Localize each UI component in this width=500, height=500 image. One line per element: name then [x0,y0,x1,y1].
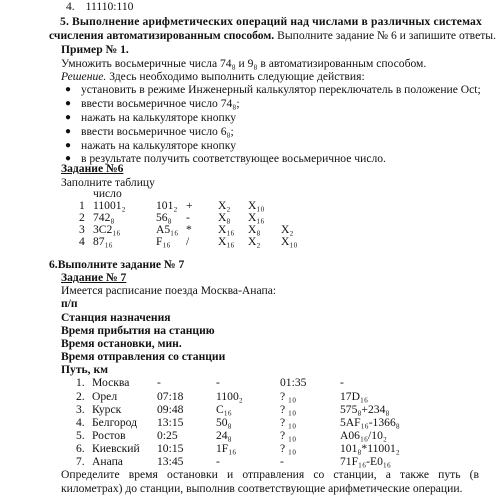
bullet-item [65,83,481,97]
example-label: Пример № 1. [61,43,129,56]
row-number: 1. [76,376,85,389]
bullet-dot-icon: ● [65,84,72,95]
distance: A06₁₆/10₂ [340,429,387,442]
item-text: 11110:110 [85,0,134,13]
departure-time: - [280,455,284,468]
stop-duration: 1F₁₆ [216,442,237,455]
operand-a: 742₈ [93,211,115,224]
operator: + [186,199,193,212]
section-5-title-line2 [49,29,496,43]
result-base-1: X₁₆ [218,235,235,248]
row-number: 4 [79,235,85,248]
operand-b: 101₂ [156,199,178,212]
row-number: 3 [79,223,85,236]
operand-b: F₁₆ [156,235,171,248]
final-instruction: Определите время остановки и отправления со станции, а также путь (в километрах) до станции, выполнив соответствующие арифметические операции. [61,468,479,495]
row-number: 2 [79,211,85,224]
distance: 101₈*11001₂ [340,442,400,455]
result-base-2: X₁₆ [248,211,265,224]
station-name: Киевский [92,442,140,455]
bullet-item [65,111,237,125]
row-number: 3. [76,403,85,416]
section-6-title: 6.Выполните задание № 7 [49,258,185,271]
bullet-item [65,125,234,139]
header-num: п/п [61,297,78,310]
task-6-title: Задание №6 [61,162,124,175]
row-number: 5. [76,429,85,442]
stop-duration: C₁₆ [216,403,232,416]
solution-label: Решение. [61,70,107,83]
departure-time: ? ₁₀ [280,403,297,416]
result-base-2: X₈ [248,223,261,236]
bullet-item [65,97,240,111]
station-name: Курск [92,403,122,416]
result-base-1: X₁₆ [218,223,235,236]
header-arrival: Время прибытия на станцию [61,324,215,337]
section-5-instruction: Выполните задание № 6 и запишите ответы. [274,29,496,42]
bullet-text: нажать на калькуляторе кнопку [81,111,237,124]
row-number: 6. [76,442,85,455]
bullet-dot-icon: ● [65,153,72,164]
bullet-dot-icon: ● [65,98,72,109]
departure-time: ? ₁₀ [280,429,297,442]
task-7-intro: Имеется расписание поезда Москва-Анапа: [61,284,277,297]
bullet-text: установить в режиме Инженерный калькулятор переключатель в положение Oct; [81,83,481,96]
stop-duration: - [216,376,220,389]
bullet-text: в результате получить соответствующее восьмеричное число. [81,152,386,165]
row-number: 1 [79,199,85,212]
operand-a: 87₁₆ [93,235,113,248]
operand-a: 11001₂ [93,199,126,212]
item-number: 4. [66,0,75,13]
bullet-text: ввести восьмеричное число 6₈; [81,125,234,138]
departure-time: ? ₁₀ [280,390,297,403]
bullet-text: ввести восьмеричное число 74₈; [81,97,240,110]
arrival-time: - [157,376,161,389]
section-5-title-cont: счисления автоматизированным способом. [49,29,275,42]
operand-b: A5₁₆ [156,223,179,236]
header-station: Станция назначения [61,311,171,324]
arrival-time: 07:18 [157,390,184,403]
bullet-item [65,152,386,166]
departure-time: ? ₁₀ [280,416,297,429]
result-base-2: X₂ [248,235,261,248]
bullet-dot-icon: ● [65,140,72,151]
solution-line [61,70,365,84]
example-text: Умножить восьмеричные числа 74₈ и 9₈ в автоматизированным способом. [61,57,427,70]
row-number: 7. [76,455,85,468]
arrival-time: 13:45 [157,455,184,468]
list-item-4 [66,0,133,14]
station-name: Москва [92,376,130,389]
arrival-time: 09:48 [157,403,184,416]
task-6-column-header: число [93,187,122,200]
bullet-item [65,139,237,153]
arrival-time: 10:15 [157,442,184,455]
station-name: Орел [92,390,118,403]
row-number: 4. [76,416,85,429]
result-base-1: X₂ [218,199,231,212]
section-5-title: 5. Выполнение арифметических операций над числами в различных системах [60,15,482,28]
distance: 5AF₁₆-1366₈ [340,416,400,429]
result-base-3: X₁₀ [281,235,298,248]
operator: / [186,235,190,248]
operator: - [186,211,190,224]
distance: 575₈+234₈ [340,403,390,416]
task-7-title: Задание № 7 [61,271,127,284]
operand-a: 3C2₁₆ [93,223,121,236]
station-name: Белгород [92,416,138,429]
stop-duration: - [216,455,220,468]
arrival-time: 0:25 [157,429,178,442]
station-name: Анапа [92,455,123,468]
distance: 71F₁₆-E0₁₆ [340,455,391,468]
departure-time: 01:35 [280,376,307,389]
station-name: Ростов [92,429,126,442]
header-departure: Время отправления со станции [61,350,226,363]
header-distance: Путь, км [61,363,109,376]
solution-text: Здесь необходимо выполнить следующие действия: [106,70,365,83]
bullet-dot-icon: ● [65,112,72,123]
bullet-dot-icon: ● [65,126,72,137]
row-number: 2. [76,390,85,403]
task-6-instruction: Заполните таблицу [61,176,155,189]
distance: - [340,376,344,389]
operator: * [186,223,192,236]
result-base-1: X₈ [218,211,231,224]
distance: 17D₁₆ [340,390,369,403]
stop-duration: 1100₂ [216,390,243,403]
stop-duration: 50₈ [216,416,232,429]
operand-b: 56₈ [156,211,172,224]
stop-duration: 24₈ [216,429,232,442]
arrival-time: 13:15 [157,416,184,429]
result-base-3: X₂ [281,223,294,236]
result-base-2: X₁₀ [248,199,265,212]
bullet-text: нажать на калькуляторе кнопку [81,139,237,152]
departure-time: ? ₁₀ [280,442,297,455]
header-stop: Время остановки, мин. [61,337,182,350]
